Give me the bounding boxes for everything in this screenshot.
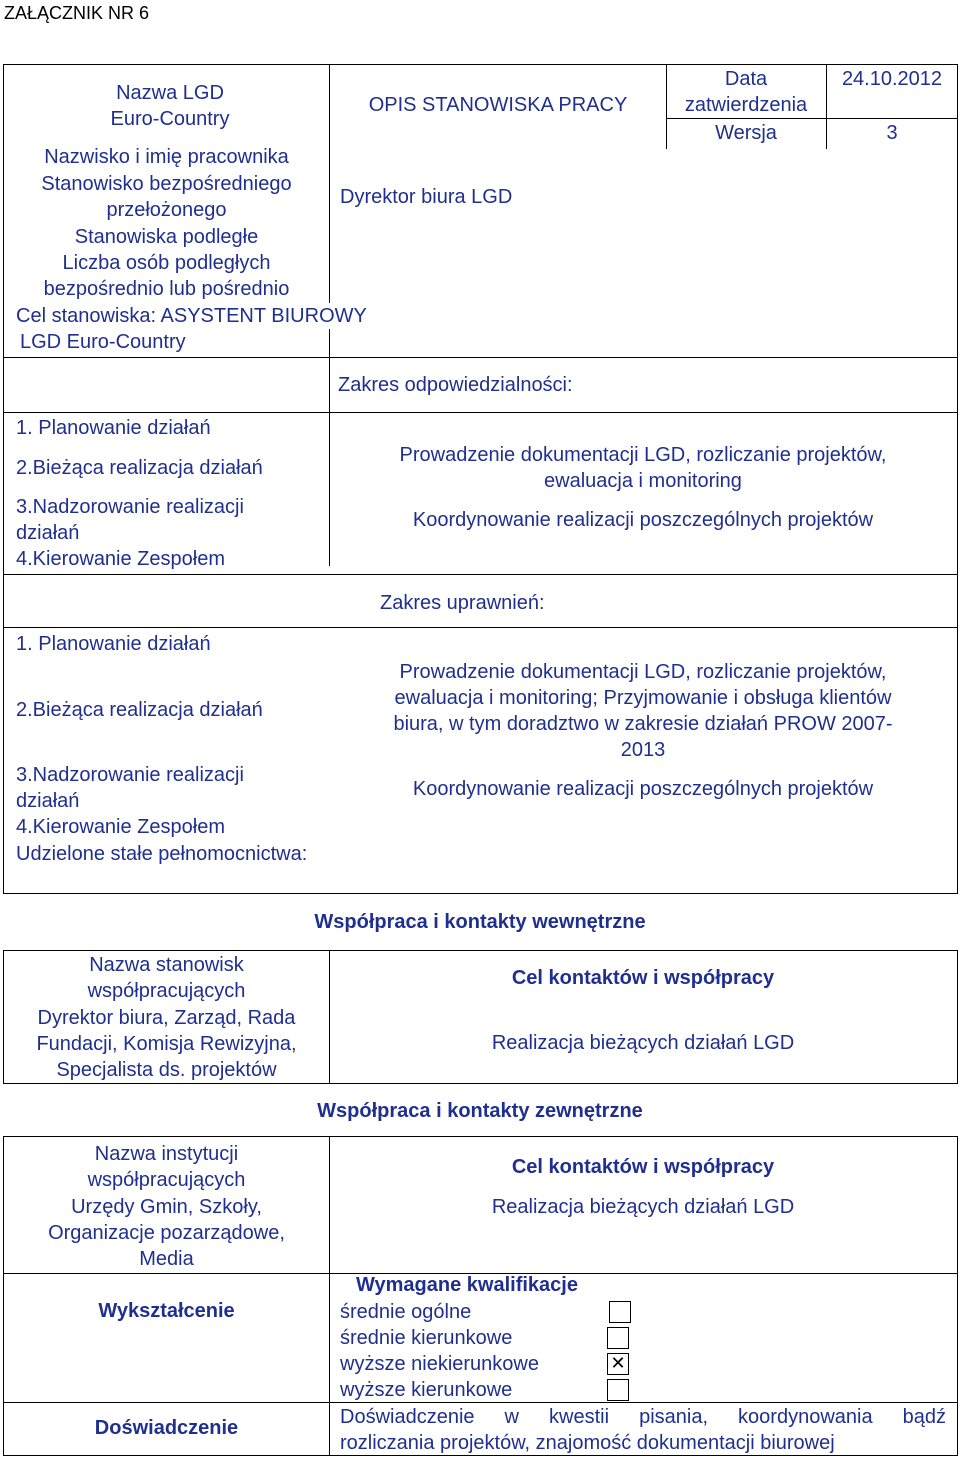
education-label: Wykształcenie bbox=[98, 1300, 235, 1322]
permission-item: działań bbox=[16, 790, 80, 812]
qualifications-heading: Wymagane kwalifikacje bbox=[356, 1274, 578, 1296]
approval-date-value: 24.10.2012 bbox=[841, 68, 943, 90]
education-checkbox[interactable] bbox=[609, 1301, 631, 1323]
subordinates-label: Stanowiska podległe bbox=[74, 226, 259, 248]
permission-item: 2.Bieżąca realizacja działań bbox=[16, 699, 263, 721]
approval-date-label-2: zatwierdzenia bbox=[684, 94, 808, 116]
responsibility-item: 3.Nadzorowanie realizacji bbox=[16, 496, 244, 518]
employee-name-label: Nazwisko i imię pracownika bbox=[44, 146, 289, 168]
permission-description: ewaluacja i monitoring; Przyjmowanie i obsługa klientów bbox=[394, 687, 892, 709]
external-institution: Media bbox=[139, 1248, 194, 1270]
external-col2-header: Cel kontaktów i współpracy bbox=[511, 1156, 775, 1178]
internal-position: Dyrektor biura, Zarząd, Rada bbox=[37, 1007, 296, 1029]
education-option-label: średnie ogólne bbox=[340, 1301, 472, 1323]
education-checkbox[interactable] bbox=[607, 1327, 629, 1349]
experience-label: Doświadczenie bbox=[94, 1417, 239, 1439]
permission-item: 3.Nadzorowanie realizacji bbox=[16, 764, 244, 786]
divider-horizontal bbox=[666, 118, 958, 119]
responsibility-description-3: Koordynowanie realizacji poszczególnych projektów bbox=[412, 509, 874, 531]
experience-description-2: rozliczania projektów, znajomość dokumentacji biurowej bbox=[340, 1432, 835, 1454]
permission-item: 4.Kierowanie Zespołem bbox=[16, 816, 225, 838]
education-option-label: wyższe niekierunkowe bbox=[340, 1353, 539, 1375]
position-goal-2: LGD Euro-Country bbox=[20, 331, 186, 353]
version-label: Wersja bbox=[715, 122, 777, 144]
responsibility-description: Prowadzenie dokumentacji LGD, rozliczanie projektów, bbox=[399, 444, 887, 466]
powers-of-attorney-label: Udzielone stałe pełnomocnictwa: bbox=[16, 843, 308, 865]
internal-position: Fundacji, Komisja Rewizyjna, bbox=[36, 1033, 297, 1055]
lgd-name-value: Euro-Country bbox=[110, 108, 230, 130]
subordinates-count-label-2: bezpośrednio lub pośrednio bbox=[43, 278, 290, 300]
supervisor-label: Stanowisko bezpośredniego bbox=[41, 173, 292, 195]
external-col1-header: Nazwa instytucji bbox=[94, 1143, 239, 1165]
permission-description: Prowadzenie dokumentacji LGD, rozliczanie projektów, bbox=[399, 661, 887, 683]
supervisor-label-2: przełożonego bbox=[106, 199, 227, 221]
responsibility-description-2: ewaluacja i monitoring bbox=[544, 470, 742, 492]
page-title: OPIS STANOWISKA PRACY bbox=[368, 94, 628, 116]
external-purpose: Realizacja bieżących działań LGD bbox=[491, 1196, 795, 1218]
education-option-label: wyższe kierunkowe bbox=[340, 1379, 513, 1401]
responsibility-item: 4.Kierowanie Zespołem bbox=[16, 548, 225, 570]
internal-purpose: Realizacja bieżących działań LGD bbox=[491, 1032, 795, 1054]
attachment-label: ZAŁĄCZNIK NR 6 bbox=[4, 3, 150, 23]
permission-description: 2013 bbox=[620, 739, 666, 761]
education-option-label: średnie kierunkowe bbox=[340, 1327, 513, 1349]
internal-position: Specjalista ds. projektów bbox=[56, 1059, 277, 1081]
permission-item: 1. Planowanie działań bbox=[16, 633, 211, 655]
internal-col1-header: Nazwa stanowisk bbox=[89, 954, 244, 976]
responsibility-item: 1. Planowanie działań bbox=[16, 417, 211, 439]
version-value: 3 bbox=[886, 122, 898, 144]
lgd-name-label: Nazwa LGD bbox=[116, 82, 224, 104]
external-institution: Urzędy Gmin, Szkoły, bbox=[71, 1196, 262, 1218]
internal-col2-header: Cel kontaktów i współpracy bbox=[511, 967, 775, 989]
internal-col1-header-2: współpracujących bbox=[87, 980, 246, 1002]
education-checkbox[interactable] bbox=[607, 1379, 629, 1401]
divider-horizontal bbox=[3, 412, 958, 413]
permissions-heading: Zakres uprawnień: bbox=[380, 592, 545, 614]
internal-cooperation-heading: Współpraca i kontakty wewnętrzne bbox=[314, 911, 646, 933]
divider-horizontal bbox=[3, 357, 958, 358]
subordinates-count-label: Liczba osób podległych bbox=[62, 252, 271, 274]
divider-horizontal bbox=[3, 627, 958, 628]
external-col1-header-2: współpracujących bbox=[87, 1169, 246, 1191]
position-goal: Cel stanowiska: ASYSTENT BIUROWY bbox=[16, 303, 371, 329]
divider-horizontal bbox=[3, 574, 958, 575]
supervisor-value: Dyrektor biura LGD bbox=[340, 186, 513, 208]
responsibility-item: działań bbox=[16, 522, 80, 544]
education-checkbox-checked[interactable] bbox=[607, 1353, 629, 1375]
experience-description: Doświadczenie w kwestii pisania, koordynowania bądź bbox=[340, 1406, 946, 1428]
checkmark-icon: ✕ bbox=[610, 1353, 626, 1373]
approval-date-label: Data bbox=[724, 68, 768, 90]
divider-vertical bbox=[329, 1136, 330, 1456]
external-institution: Organizacje pozarządowe, bbox=[48, 1222, 285, 1244]
external-cooperation-heading: Współpraca i kontakty zewnętrzne bbox=[317, 1100, 643, 1122]
responsibility-item: 2.Bieżąca realizacja działań bbox=[16, 457, 263, 479]
permission-description: biura, w tym doradztwo w zakresie działań PROW 2007- bbox=[393, 713, 893, 735]
responsibilities-heading: Zakres odpowiedzialności: bbox=[338, 374, 573, 396]
permission-description-2: Koordynowanie realizacji poszczególnych projektów bbox=[412, 778, 874, 800]
